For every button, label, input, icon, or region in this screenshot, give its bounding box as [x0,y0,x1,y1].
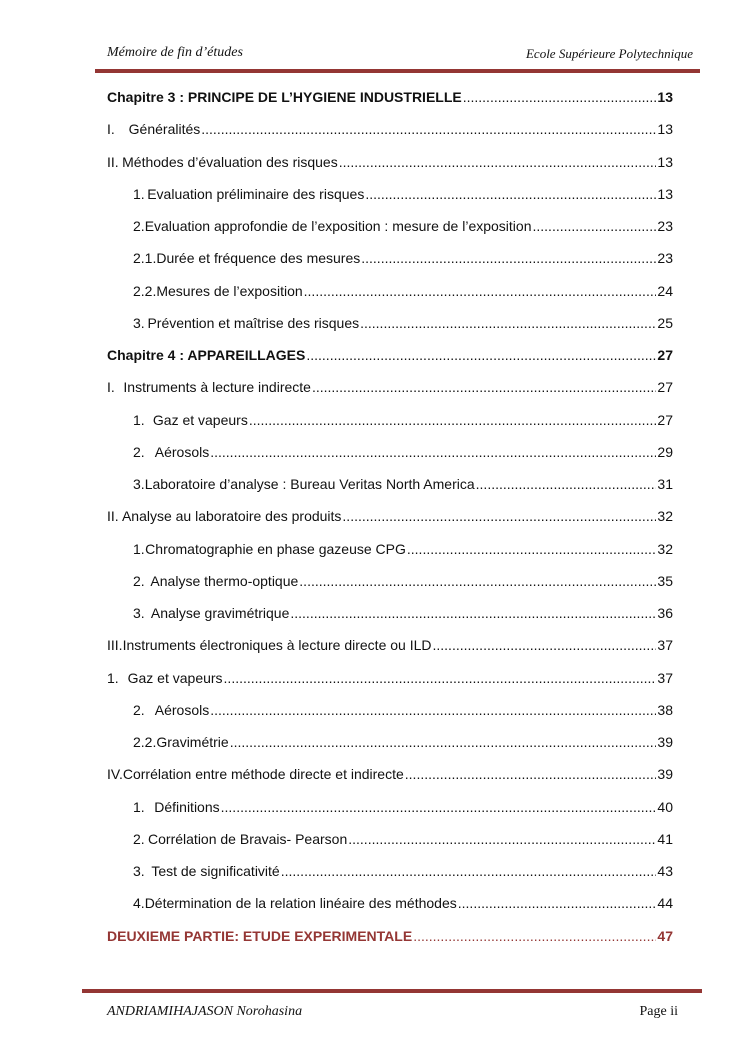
toc-entry-page: 29 [657,443,673,460]
toc-entry[interactable] [107,799,673,831]
toc-entry-number: 1. [133,185,145,202]
toc-dot-leader [224,670,657,686]
toc-entry-number: III. [107,637,123,654]
toc-dot-leader [533,218,657,234]
toc-entry[interactable] [107,928,673,960]
toc-entry-number: II. [107,508,119,525]
toc-entry[interactable] [107,379,673,411]
toc-entry-number: 2. [133,830,145,847]
toc-dot-leader [281,863,657,879]
toc-entry-title: Chapitre 4 : APPAREILLAGES [107,347,306,363]
toc-entry-title: Aérosols [154,701,210,718]
toc-entry[interactable] [107,121,673,153]
toc-entry-title: Détermination de la relation linéaire des méthodes [144,895,457,912]
toc-entry-page: 40 [657,798,673,815]
toc-entry[interactable] [107,734,673,766]
toc-entry[interactable] [107,315,673,347]
toc-entry-number: 1. [133,411,145,428]
toc-entry-page: 32 [657,540,673,557]
toc-entry-title: Aérosols [154,443,210,460]
toc-entry-page: 43 [657,863,673,879]
toc-entry-title: Instruments à lecture indirecte [123,379,311,396]
toc-entry[interactable] [107,218,673,250]
toc-dot-leader [407,541,657,557]
toc-entry-number: 2.2. [133,282,157,299]
toc-dot-leader [413,928,656,944]
toc-entry[interactable] [107,154,673,186]
toc-entry-title: Gravimétrie [156,734,229,750]
toc-dot-leader [342,508,656,524]
toc-entry-page: 36 [657,605,673,621]
toc-dot-leader [476,476,657,492]
toc-entry-title: DEUXIEME PARTIE: ETUDE EXPERIMENTALE [107,927,413,944]
toc-entry-page: 27 [657,411,673,428]
toc-entry[interactable] [107,637,673,669]
footer-page-number: Page ii [639,1004,678,1019]
toc-entry[interactable] [107,702,673,734]
toc-entry-number: IV. [107,766,123,783]
toc-dot-leader [201,121,656,137]
toc-dot-leader [433,637,657,653]
toc-entry-title: Analyse thermo-optique [150,572,299,589]
toc-entry-number: 2. [133,701,145,718]
toc-entry-page: 32 [657,508,673,525]
toc-entry-title: Analyse gravimétrique [150,605,290,621]
toc-dot-leader [361,250,656,266]
toc-entry-page: 31 [657,476,673,492]
toc-dot-leader [221,799,657,815]
toc-entry-title: Laboratoire d’analyse : Bureau Veritas North America [144,476,475,492]
toc-entry[interactable] [107,283,673,315]
toc-entry-number: 3. [133,605,145,621]
toc-entry-page: 13 [657,121,673,138]
toc-entry[interactable] [107,412,673,444]
toc-entry-number: 2. [133,218,145,234]
toc-entry-title: Evaluation préliminaire des risques [147,185,365,202]
toc-entry-page: 27 [657,347,673,363]
toc-dot-leader [290,605,656,621]
toc-entry-number: II. [107,153,119,170]
toc-entry[interactable] [107,444,673,476]
toc-entry-number: 1. [107,669,119,686]
toc-dot-leader [299,573,656,589]
toc-entry[interactable] [107,670,673,702]
toc-entry-title: Durée et fréquence des mesures [156,250,361,267]
toc-entry-title: Généralités [128,121,201,138]
toc-entry-title: Corrélation entre méthode directe et indirecte [122,766,404,783]
toc-entry-title: Instruments électroniques à lecture directe ou ILD [122,637,432,654]
toc-entry-title: Méthodes d’évaluation des risques [122,153,338,170]
toc-entry-number: I. [107,379,115,396]
toc-dot-leader [306,347,656,363]
toc-entry-number: 3. [133,476,145,492]
toc-entry-number: 1. [133,798,145,815]
table-of-contents [107,89,673,960]
toc-entry-number: 2. [133,443,145,460]
header-title-right: Ecole Supérieure Polytechnique [525,46,693,61]
footer-author: ANDRIAMIHAJASON Norohasina [107,1004,303,1019]
toc-dot-leader [304,283,657,299]
toc-entry-title: Définitions [154,798,220,815]
toc-entry-page: 38 [657,701,673,718]
toc-entry[interactable] [107,895,673,927]
toc-entry-page: 35 [657,572,673,589]
toc-entry-title: Mesures de l’exposition [156,282,303,299]
toc-entry-number: 3. [133,314,145,331]
toc-entry-number: 2.1. [133,250,157,267]
toc-entry-page: 25 [657,314,673,331]
toc-entry-page: 13 [657,153,673,170]
toc-entry[interactable] [107,508,673,540]
toc-dot-leader [348,831,656,847]
toc-entry-page: 37 [657,669,673,686]
toc-entry-page: 41 [657,830,673,847]
toc-entry-number: 2. [133,572,145,589]
toc-entry[interactable] [107,476,673,508]
toc-dot-leader [463,89,657,105]
header-divider [95,69,700,73]
toc-entry-title: Gaz et vapeurs [152,411,248,428]
toc-entry[interactable] [107,250,673,282]
header-title-left: Mémoire de fin d’études [107,45,243,60]
toc-dot-leader [230,734,657,750]
toc-dot-leader [210,444,656,460]
toc-entry-page: 13 [657,185,673,202]
toc-dot-leader [339,154,657,170]
toc-entry-title: Chapitre 3 : PRINCIPE DE L’HYGIENE INDUSTRIELLE [107,89,462,105]
toc-entry-title: Test de significativité [151,863,280,879]
toc-dot-leader [312,379,656,395]
toc-entry-title: Analyse au laboratoire des produits [121,508,342,525]
toc-dot-leader [365,186,656,202]
toc-entry-page: 37 [657,637,673,654]
toc-entry-title: Gaz et vapeurs [127,669,223,686]
toc-dot-leader [360,315,656,331]
toc-entry-title: Chromatographie en phase gazeuse CPG [145,540,406,557]
toc-dot-leader [458,895,657,911]
toc-entry-title: Corrélation de Bravais- Pearson [148,830,348,847]
toc-entry[interactable] [107,541,673,573]
toc-dot-leader [210,702,656,718]
toc-entry-page: 13 [657,89,673,105]
footer-divider [82,989,702,993]
toc-entry-number: 4. [133,895,145,912]
toc-entry-page: 39 [657,734,673,750]
toc-entry-page: 47 [657,927,673,944]
toc-entry-page: 23 [657,218,673,234]
toc-dot-leader [249,412,657,428]
toc-entry[interactable] [107,766,673,798]
toc-entry-page: 24 [657,282,673,299]
toc-entry-number: 3. [133,863,145,879]
toc-entry[interactable] [107,605,673,637]
toc-entry-title: Prévention et maîtrise des risques [147,314,360,331]
toc-entry[interactable] [107,863,673,895]
toc-dot-leader [405,766,657,782]
toc-entry-number: 2.2. [133,734,157,750]
toc-entry[interactable] [107,186,673,218]
toc-entry-number: I. [107,121,115,138]
toc-entry-page: 44 [657,895,673,912]
toc-entry-page: 23 [657,250,673,267]
toc-entry[interactable] [107,831,673,863]
toc-entry-page: 39 [657,766,673,783]
toc-entry[interactable] [107,89,673,121]
toc-entry-page: 27 [657,379,673,396]
toc-entry[interactable] [107,347,673,379]
toc-entry-number: 1. [133,540,145,557]
toc-entry[interactable] [107,573,673,605]
toc-entry-title: Evaluation approfondie de l’exposition : mesure de l’exposition [144,218,532,234]
